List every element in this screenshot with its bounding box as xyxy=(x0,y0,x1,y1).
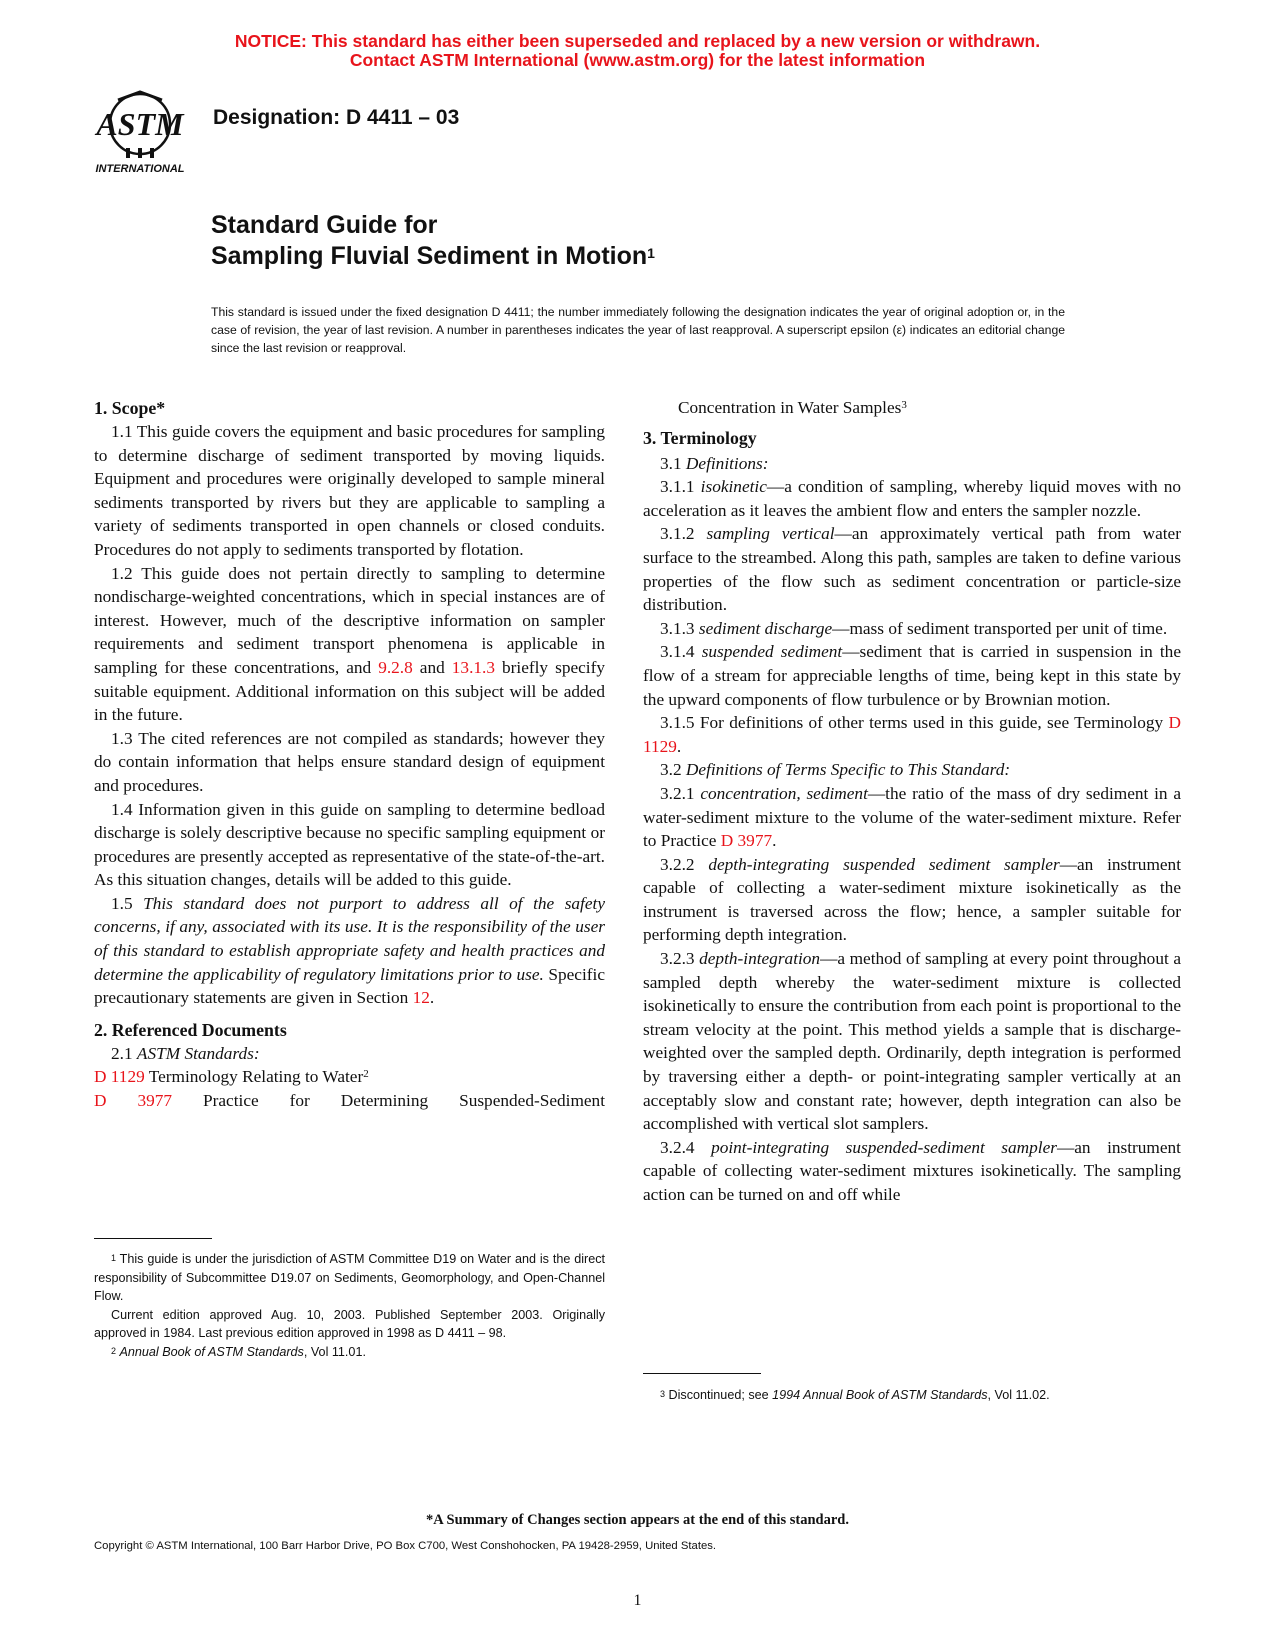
astm-logo-icon xyxy=(88,88,198,178)
para-3-1-2 xyxy=(643,522,1181,616)
footnote-1-text: This guide is under the jurisdiction of ASTM Committee D19 on Water and is the direct responsibility of Subcommittee D19.07 on Sediments, Geomorphology, and Open-Channel Flow. xyxy=(94,1252,605,1303)
term-suspended-sediment: suspended sediment xyxy=(701,642,843,662)
footnote-3-text: Discontinued; see xyxy=(665,1388,773,1402)
footnote-2-text: , Vol 11.01. xyxy=(303,1344,366,1359)
para-3-1-5-text: 3.1.5 For definitions of other terms used in this guide, see Terminology xyxy=(660,713,1169,733)
para-2-1-num: 2.1 xyxy=(111,1043,137,1063)
para-1-5-text: Specific precautionary statements are given in Section xyxy=(94,964,605,1008)
para-1-3: 1.3 The cited references are not compiled as standards; however they do contain information that helps ensure standard design of equipment and procedures. xyxy=(94,728,605,795)
footnote-3-end: , Vol 11.02. xyxy=(987,1388,1050,1402)
notice-line-1: NOTICE: This standard has either been superseded and replaced by a new version or withdrawn. xyxy=(234,31,1041,51)
ref-d3977-continued xyxy=(643,396,1181,420)
para-3-1-4 xyxy=(643,640,1181,711)
footnote-1 xyxy=(94,1250,605,1306)
footnote-3-italic: 1994 Annual Book of ASTM Standards xyxy=(772,1388,988,1402)
logo-letters: ASTM xyxy=(96,106,184,142)
para-3-2-4 xyxy=(643,1136,1181,1207)
para-3-1-2-text: —an approximately vertical path from water surface to the streambed. Along this path, samples are taken to define various properties of the flow such as sediment concentration or particle-size distribution. xyxy=(643,524,1181,615)
term-sampling-vertical: sampling vertical xyxy=(706,524,835,544)
link-13-1-3[interactable]: 13.1.3 xyxy=(451,657,495,677)
para-3-1-num: 3.1 xyxy=(660,453,686,473)
para-3-2-2-text: —an instrument capable of collecting a water-sediment mixture isokinetically as the instrument is traversed across the flow; hence, a sampler suitable for performing depth integration. xyxy=(643,854,1181,945)
para-3-2 xyxy=(643,758,1181,782)
footnote-1-mark: 1 xyxy=(111,1253,117,1263)
para-1-5-italic: This standard does not purport to address all of the safety concerns, if any, associated with its use. It is the responsibility of the user of this standard to establish appropriate safety and health practices and determine the applicability of regulatory limitations prior to use. xyxy=(94,893,605,984)
link-d1129[interactable]: D 1129 xyxy=(94,1067,145,1087)
para-3-1-4-text: —sediment that is carried in suspension in the flow of a stream for appreciable lengths of time, being kept in this state by the upward components of flow turbulence or by Brownian motion. xyxy=(643,642,1181,709)
para-3-1-3-text: —mass of sediment transported per unit of time. xyxy=(832,618,1168,638)
ref-d1129 xyxy=(94,1065,605,1089)
para-3-1 xyxy=(643,452,1181,476)
link-d1129-terminology[interactable]: D 1129 xyxy=(643,713,1181,756)
footnote-3 xyxy=(643,1386,1181,1405)
issued-note: This standard is issued under the fixed designation D 4411; the number immediately following the designation indicates the year of original adoption or, in the case of revision, the year of last revision. A number in parentheses indicates the year of last reapproval. A superscript epsilon (ε) indicates an editorial change since the last revision or reapproval. xyxy=(211,305,1065,355)
para-1-5 xyxy=(94,892,605,1010)
left-column xyxy=(94,396,605,1113)
term-sediment-discharge: sediment discharge xyxy=(698,618,833,638)
para-3-1-1-num: 3.1.1 xyxy=(660,477,701,497)
para-1-5-num: 1.5 xyxy=(111,893,144,913)
summary-of-changes-note: *A Summary of Changes section appears at the end of this standard. xyxy=(426,1512,849,1528)
footnote-1b: Current edition approved Aug. 10, 2003. Published September 2003. Originally approved in 1984. Last previous edition approved in 1998 as D 4411 – 98. xyxy=(94,1307,605,1340)
ref-d3977-sup: 3 xyxy=(901,399,907,411)
para-1-4: 1.4 Information given in this guide on sampling to determine bedload discharge is solely descriptive because no specific sampling equipment or procedures are presently accepted as representative of the state-of-the-art. As this situation changes, details will be added to this guide. xyxy=(94,799,605,890)
term-concentration-sediment: concentration, sediment xyxy=(700,783,868,803)
title-line-2 xyxy=(211,241,655,272)
para-3-1-4-num: 3.1.4 xyxy=(660,642,702,662)
para-3-1-5 xyxy=(643,711,1181,758)
title-line-2-text: Sampling Fluvial Sediment in Motion xyxy=(211,242,648,270)
footnotes-right xyxy=(643,1386,1181,1405)
section-1-heading: 1. Scope* xyxy=(94,398,166,418)
para-3-1-1 xyxy=(643,475,1181,522)
para-1-2 xyxy=(94,562,605,727)
footnote-rule-left xyxy=(94,1238,212,1239)
right-column xyxy=(643,396,1181,1207)
copyright: Copyright © ASTM International, 100 Barr Harbor Drive, PO Box C700, West Conshohocken, PA 19428-2959, United States. xyxy=(94,1540,717,1552)
para-3-2-3-num: 3.2.3 xyxy=(660,949,700,969)
footnote-3-mark: 3 xyxy=(660,1389,666,1399)
withdrawal-notice xyxy=(0,32,1275,70)
term-depth-integration: depth-integration xyxy=(699,949,821,969)
link-d3977-practice[interactable]: D 3977 xyxy=(720,831,773,851)
section-3-heading: 3. Terminology xyxy=(643,427,757,448)
para-1-5-end: . xyxy=(429,988,435,1008)
ref-d3977 xyxy=(94,1089,605,1113)
ref-d3977-continued-text: Concentration in Water Samples xyxy=(678,398,902,417)
para-3-1-3-num: 3.1.3 xyxy=(660,618,699,638)
para-3-2-4-text: —an instrument capable of collecting water-sediment mixtures isokinetically. The sampling action can be turned on and off while xyxy=(643,1137,1181,1204)
term-depth-integrating-sampler: depth-integrating suspended sediment sampler xyxy=(708,854,1060,874)
para-1-1: 1.1 This guide covers the equipment and basic procedures for sampling to determine discharge of sediment transported by moving liquids. Equipment and procedures were originally developed to sample mineral sediments transported by rivers but they are applicable to sampling a variety of sediments transported in open channels or closed conduits. Procedures do not apply to sediments transported by flotation. xyxy=(94,422,605,559)
para-2-1 xyxy=(94,1042,605,1066)
section-2-heading: 2. Referenced Documents xyxy=(94,1019,287,1040)
para-3-2-italic: Definitions of Terms Specific to This Standard: xyxy=(685,760,1011,780)
astm-logo xyxy=(88,88,198,178)
page-title xyxy=(211,210,655,272)
para-3-2-3 xyxy=(643,947,1181,1136)
para-3-1-1-text: —a condition of sampling, whereby liquid moves with no acceleration as it leaves the ambient flow and enters the sampler nozzle. xyxy=(643,477,1181,520)
ref-d1129-title: Terminology Relating to Water xyxy=(144,1067,364,1087)
link-9-2-8[interactable]: 9.2.8 xyxy=(378,657,413,677)
para-3-2-1-end: . xyxy=(772,831,777,851)
para-1-2-and: and xyxy=(412,657,452,677)
footnote-2-italic: Annual Book of ASTM Standards xyxy=(119,1344,304,1359)
para-3-2-3-text: —a method of sampling at every point throughout a sampled depth whereby the water-sediment mixture is collected isokinetically to ensure the contribution from each point is proportional to the stream velocity at the point. This method yields a sample that is discharge-weighted over the sampled depth. Ordinarily, depth integration is performed by traversing either a depth- or point-integrating sampler vertically at an acceptably slow and constant rate; however, depth integration can also be accomplished with vertical slot samplers. xyxy=(643,949,1181,1134)
link-d3977[interactable]: D 3977 xyxy=(94,1091,173,1111)
footnote-rule-right xyxy=(643,1373,761,1374)
ref-d3977-title: Practice for Determining Suspended-Sediment xyxy=(172,1091,605,1111)
para-3-2-2-num: 3.2.2 xyxy=(660,854,709,874)
para-3-1-5-end: . xyxy=(676,736,682,756)
para-3-2-1-num: 3.2.1 xyxy=(660,783,701,803)
para-3-1-3 xyxy=(643,617,1181,641)
title-footnote-mark: 1 xyxy=(647,245,655,261)
para-3-2-1-text: —the ratio of the mass of dry sediment in a water-sediment mixture to the volume of the water-sediment mixture. Refer to Practice xyxy=(643,783,1182,851)
ref-d1129-sup: 2 xyxy=(363,1068,369,1081)
para-1-2-end: briefly specify suitable equipment. Additional information on this subject will be added in the future. xyxy=(94,657,606,725)
notice-line-2: Contact ASTM International (www.astm.org) for the latest information xyxy=(349,50,926,70)
para-1-2-text: 1.2 This guide does not pertain directly to sampling to determine nondischarge-weighted concentrations, which in special instances are of interest. However, much of the descriptive information on sampler requirements and sediment transport phenomena is applicable in sampling for these concentrations, and xyxy=(94,563,605,677)
para-3-1-italic: Definitions: xyxy=(685,453,769,473)
para-2-1-italic: ASTM Standards: xyxy=(136,1043,260,1063)
logo-text: INTERNATIONAL xyxy=(95,163,185,175)
term-point-integrating-sampler: point-integrating suspended-sediment sampler xyxy=(711,1137,1057,1157)
title-line-1: Standard Guide for xyxy=(211,211,438,239)
page-number: 1 xyxy=(633,1592,642,1609)
para-3-1-2-num: 3.1.2 xyxy=(660,524,707,544)
para-3-2-num: 3.2 xyxy=(660,760,686,780)
footnote-2-mark: 2 xyxy=(111,1345,117,1356)
para-3-2-4-num: 3.2.4 xyxy=(660,1137,712,1157)
footnote-2 xyxy=(94,1343,605,1362)
para-3-2-2 xyxy=(643,853,1181,947)
term-isokinetic: isokinetic xyxy=(700,477,767,497)
footnotes-left xyxy=(94,1250,605,1361)
link-section-12[interactable]: 12 xyxy=(412,988,430,1008)
para-3-2-1 xyxy=(643,782,1181,853)
designation: Designation: D 4411 – 03 xyxy=(213,106,460,129)
